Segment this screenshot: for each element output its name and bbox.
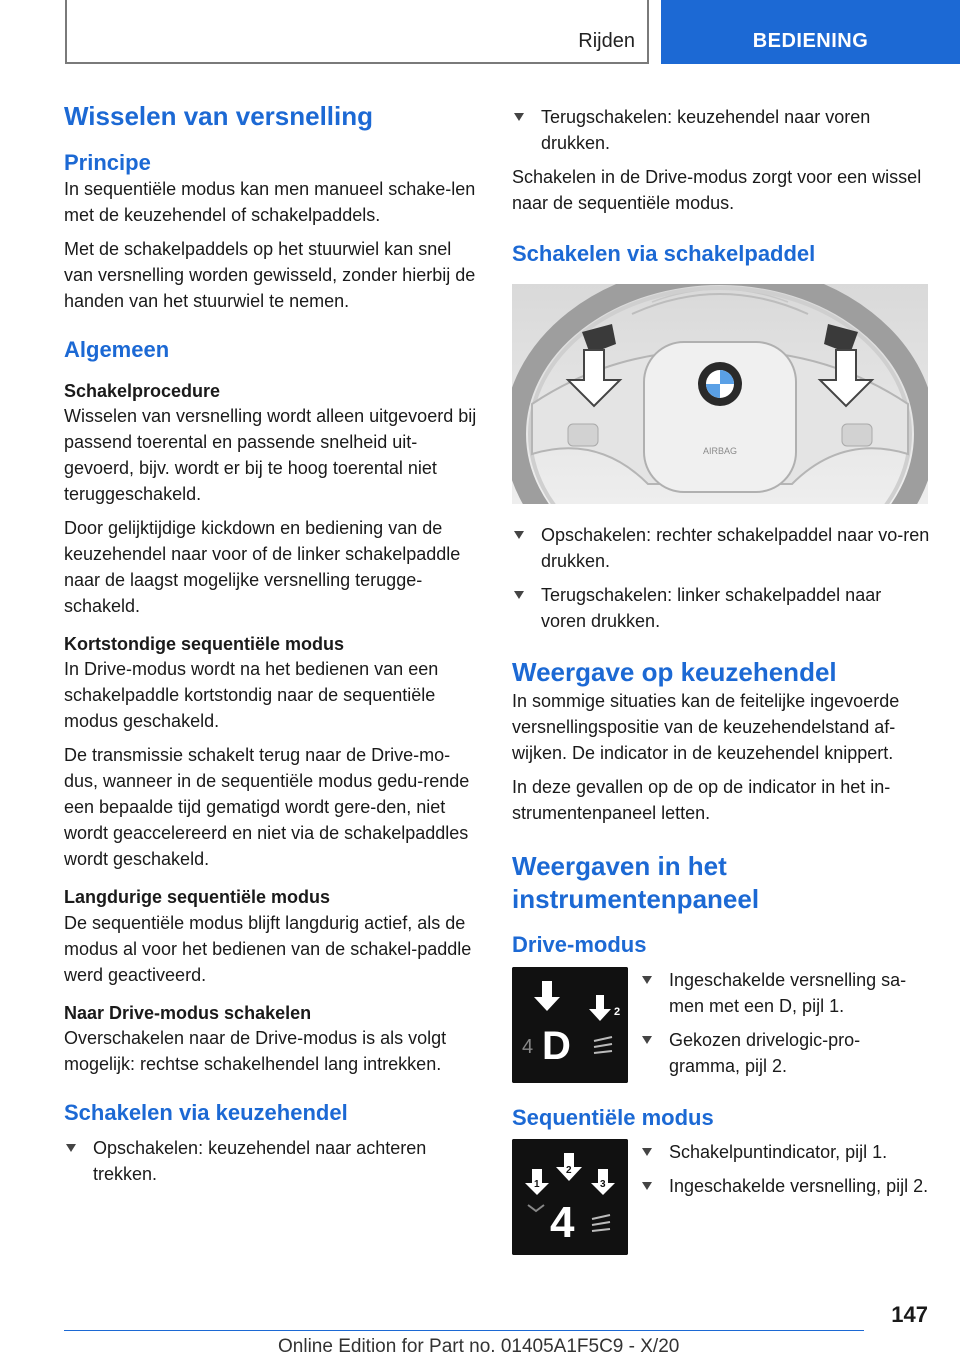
brand-logo-icon bbox=[698, 362, 742, 406]
paragraph: Wisselen van versnelling wordt alleen uitgevoerd bij passend toerental en passende snelheid uit-gevoerd, bijv. wordt er bij te hoog toerental niet teruggeschakeld. bbox=[64, 405, 477, 504]
right-column bbox=[512, 104, 930, 1256]
footer-edition: Online Edition for Part no. 01405A1F5C9 - X/20 bbox=[278, 1336, 680, 1357]
bullet-triangle-icon bbox=[642, 1182, 652, 1190]
gear-number: 4 bbox=[522, 1035, 534, 1058]
sequential-mode-display-image bbox=[512, 1139, 628, 1255]
heading-algemeen: Algemeen bbox=[64, 337, 170, 362]
bullet-triangle-icon bbox=[514, 591, 524, 599]
bullet-triangle-icon bbox=[642, 1148, 652, 1156]
header-chapter-title: Rijden bbox=[578, 30, 635, 52]
drive-mode-figure-row bbox=[512, 967, 930, 1084]
list-item-text: Opschakelen: rechter schakelpaddel naar vo-ren drukken. bbox=[541, 524, 930, 571]
list-item-text: Ingeschakelde versnelling sa-men met een D, pijl 1. bbox=[669, 969, 907, 1016]
arrow-number-2: 2 bbox=[566, 1165, 572, 1176]
paragraph: De sequentiële modus blijft langdurig actief, als de modus al voor het bedienen van de schakel-paddle werd geactiveerd. bbox=[64, 912, 472, 985]
heading-drive-modus: Drive-modus bbox=[512, 932, 647, 957]
list-item bbox=[640, 1027, 930, 1079]
page-number: 147 bbox=[891, 1302, 928, 1327]
subheading-kortstondig: Kortstondige sequentiële modus bbox=[64, 633, 345, 654]
bullet-triangle-icon bbox=[642, 976, 652, 984]
list-item-text: Gekozen drivelogic-pro-gramma, pijl 2. bbox=[669, 1029, 861, 1076]
left-column bbox=[64, 100, 482, 1187]
paragraph: Met de schakelpaddels op het stuurwiel kan snel van versnelling worden gewisseld, zonder hierbij de handen van het stuurwiel te nemen. bbox=[64, 239, 476, 311]
footer-divider bbox=[64, 1330, 864, 1331]
list-item-text: Terugschakelen: linker schakelpaddel naar voren drukken. bbox=[541, 584, 882, 631]
list-item-text: Opschakelen: keuzehendel naar achteren trekken. bbox=[93, 1137, 427, 1184]
steering-wheel-image bbox=[512, 284, 928, 504]
heading-weergaven-instrumentenpaneel: Weergaven in het instrumentenpaneel bbox=[512, 851, 760, 914]
list-item bbox=[512, 104, 930, 156]
bullet-triangle-icon bbox=[66, 1144, 76, 1152]
subheading-schakelprocedure: Schakelprocedure bbox=[64, 380, 221, 401]
gear-number: 4 bbox=[550, 1198, 575, 1247]
subheading-drive-schakelen: Naar Drive-modus schakelen bbox=[64, 1002, 312, 1023]
heading-weergave-keuzehendel: Weergave op keuzehendel bbox=[512, 656, 837, 687]
arrow-number-3: 3 bbox=[600, 1179, 606, 1190]
list-item-text: Ingeschakelde versnelling, pijl 2. bbox=[669, 1176, 929, 1196]
heading-keuzehendel: Schakelen via keuzehendel bbox=[64, 1100, 348, 1126]
heading-sequentiele-modus: Sequentiële modus bbox=[512, 1104, 714, 1130]
heading-principe: Principe bbox=[64, 149, 151, 175]
list-item bbox=[512, 582, 930, 634]
list-item bbox=[512, 522, 930, 574]
paragraph: In Drive-modus wordt na het bedienen van een schakelpaddle kortstondig naar de sequentiële modus geschakeld. bbox=[64, 659, 439, 732]
paragraph: Overschakelen naar de Drive-modus is als volgt mogelijk: rechtse schakelhendel lang intrekken. bbox=[64, 1028, 447, 1075]
paragraph: In deze gevallen op de op de indicator in het in-strumentenpaneel letten. bbox=[512, 777, 891, 823]
bullet-triangle-icon bbox=[514, 531, 524, 539]
drive-letter: D bbox=[542, 1023, 571, 1068]
paragraph: In sommige situaties kan de feitelijke ingevoerde versnellingspositie van de keuzehendelstand af-wijken. De indicator in de keuzehendel knippert. bbox=[512, 691, 900, 763]
list-item-text: Schakelpuntindicator, pijl 1. bbox=[669, 1142, 888, 1162]
header-chapter-box bbox=[65, 0, 649, 64]
bullet-triangle-icon bbox=[514, 113, 524, 121]
list-item bbox=[640, 1139, 930, 1165]
heading-schakelpaddel: Schakelen via schakelpaddel bbox=[512, 241, 816, 266]
page-title: Wisselen van versnelling bbox=[64, 101, 374, 131]
airbag-label: AIRBAG bbox=[702, 445, 738, 456]
arrow-number-2: 2 bbox=[614, 1005, 621, 1018]
paragraph: In sequentiële modus kan men manueel schake-len met de keuzehendel of schakelpaddels. bbox=[64, 179, 476, 225]
subheading-langdurig: Langdurige sequentiële modus bbox=[64, 887, 331, 908]
list-item bbox=[64, 1135, 482, 1187]
header-section-label: BEDIENING bbox=[752, 30, 869, 52]
bullet-triangle-icon bbox=[642, 1036, 652, 1044]
paragraph: Schakelen in de Drive-modus zorgt voor een wissel naar de sequentiële modus. bbox=[512, 167, 922, 213]
header-section-tab[interactable] bbox=[661, 0, 960, 64]
paragraph: De transmissie schakelt terug naar de Drive-mo-dus, wanneer in de sequentiële modus gedu-rende een bepaalde tijd gematigd wordt gere-den, niet wordt geaccelereerd en niet via de schakelpaddles wordt geschakeld. bbox=[64, 745, 470, 870]
paragraph: Door gelijktijdige kickdown en bediening van de keuzehendel naar voor of de linker schakelpaddle naar de laagst mogelijke versnelling terugge-schakeld. bbox=[64, 517, 461, 616]
arrow-number-1: 1 bbox=[534, 1179, 540, 1190]
list-item bbox=[640, 967, 930, 1019]
sequential-mode-figure-row bbox=[512, 1139, 930, 1256]
drive-mode-display-image bbox=[512, 967, 628, 1083]
list-item-text: Terugschakelen: keuzehendel naar voren drukken. bbox=[541, 107, 871, 153]
list-item bbox=[640, 1173, 930, 1199]
